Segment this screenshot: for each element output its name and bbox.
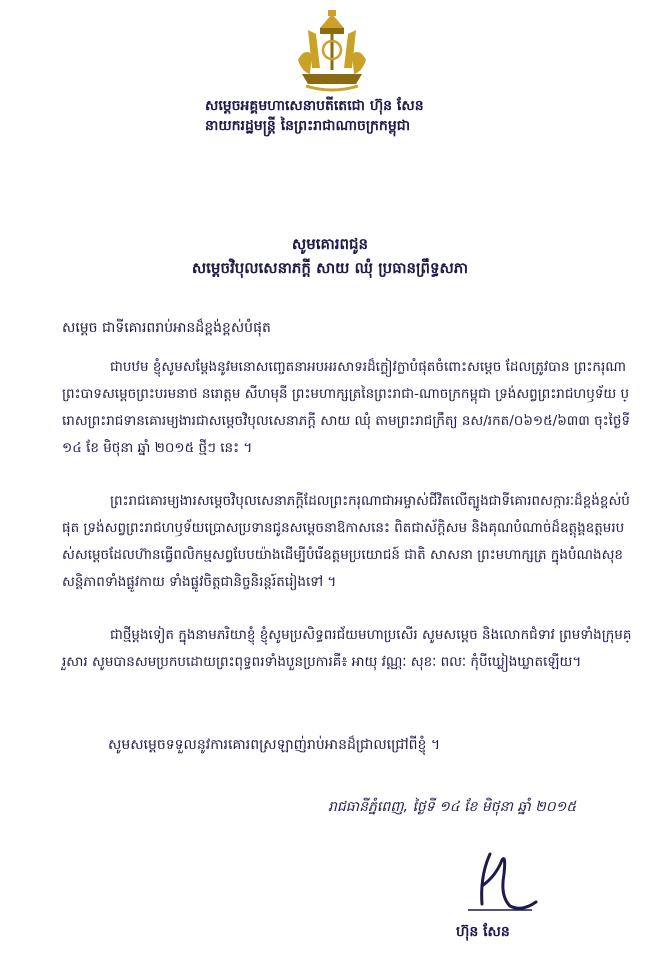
royal-coat-of-arms-icon xyxy=(290,10,374,94)
sender-block xyxy=(205,96,505,136)
sender-name: សម្តេចអគ្គមហាសេនាបតីតេជោ ហ៊ុន សែន xyxy=(205,98,424,114)
recipient-greeting: សូមគោរពជូន xyxy=(291,235,369,253)
signer-name: ហ៊ុន សែន xyxy=(456,924,510,940)
recipient-block xyxy=(0,232,660,280)
sender-title: នាយករដ្ឋមន្ត្រី នៃព្រះរាជាណាចក្រកម្ពុជា xyxy=(205,118,411,134)
place-and-date: រាជធានីភ្នំពេញ, ថ្ងៃទី ១៤ ខែ មិថុនា ឆ្នាំ ២០១៥ xyxy=(328,799,577,815)
body-paragraph-3: ជាថ្មីម្តងទៀត ក្នុងនាមភរិយាខ្ញុំ ខ្ញុំសូមប្រសិទ្ធពរជ័យមហាប្រសើរ សូមសម្តេច និងលោកជំទាវ ព្រមទាំងក្រុមគ្រួសារ សូមបានសមប្រកបដោយព្រះពុទ្ធពរទាំងបួនប្រការគឺ៖ អាយុ វណ្ណៈ សុខៈ ពលៈ កុំបីឃ្លៀងឃ្លាតឡើយ។ xyxy=(62,627,632,670)
closing-line: សូមសម្តេចទទួលនូវការគោរពស្រឡាញ់រាប់អានដ៏ជ្រាលជ្រៅពីខ្ញុំ ។ xyxy=(108,737,441,753)
body-paragraph-2: ព្រះរាជគោរម្យងារសម្តេចវិបុលសេនាភក្តីដែលព្រះករុណាជាអម្ចាស់ជីវិតលើត្បូងជាទីគោរពសក្ការៈដ៏ខ្ពង់ខ្ពស់បំផុត ទ្រង់សព្វព្រះរាជហឫទ័យប្រោសប្រទានជូនសម្តេចនាឱកាសនេះ ពិតជាស័ក្តិសម និងគុណបំណាច់ដ៏ឧត្តុង្គឧត្តមរបស់សម្តេចដែលហ៊ានធ្វើពលិកម្មសព្វបែបយ៉ាងដើម្បីបំរើឧត្តមប្រយោជន៍ ជាតិ សាសនា ព្រះមហាក្សត្រ ក្នុងបំណងសុខសន្តិភាពទាំងផ្លូវកាយ ទាំងផ្លូវចិត្តជានិច្ចនិរន្តរ៍តរៀងទៅ ។ xyxy=(62,493,630,590)
recipient-name: សម្តេចវិបុលសេនាភក្តី សាយ ឈុំ ប្រធានព្រឹទ្ធសភា xyxy=(191,259,469,277)
salutation: សម្តេច ជាទីគោរពរាប់អានដ៏ខ្ពង់ខ្ពស់បំផុត xyxy=(62,320,271,336)
handwritten-signature xyxy=(462,846,538,916)
body-paragraph-1: ជាបឋម ខ្ញុំសូមសម្តែងនូវមនោសញ្ចេតនាអបអរសាទរដ៏ក្លៀវក្លាបំផុតចំពោះសម្តេច ដែលត្រូវបាន ព្រះករុណាព្រះបាទសម្តេចព្រះបរមនាថ នរោត្តម សីហមុនី ព្រះមហាក្សត្រនៃព្រះរាជា-ណាចក្រកម្ពុជា ទ្រង់សព្វព្រះរាជហឫទ័យ ប្រោសព្រះរាជទានគោរម្យងារជាសម្តេចវិបុលសេនាភក្តី សាយ ឈុំ តាមព្រះរាជក្រឹត្យ នស/រកត/០៦១៥/៦៣៣ ចុះថ្ងៃទី ១៤ ខែ មិថុនា ឆ្នាំ ២០១៥ ថ្មីៗ នេះ ។ xyxy=(62,359,631,456)
